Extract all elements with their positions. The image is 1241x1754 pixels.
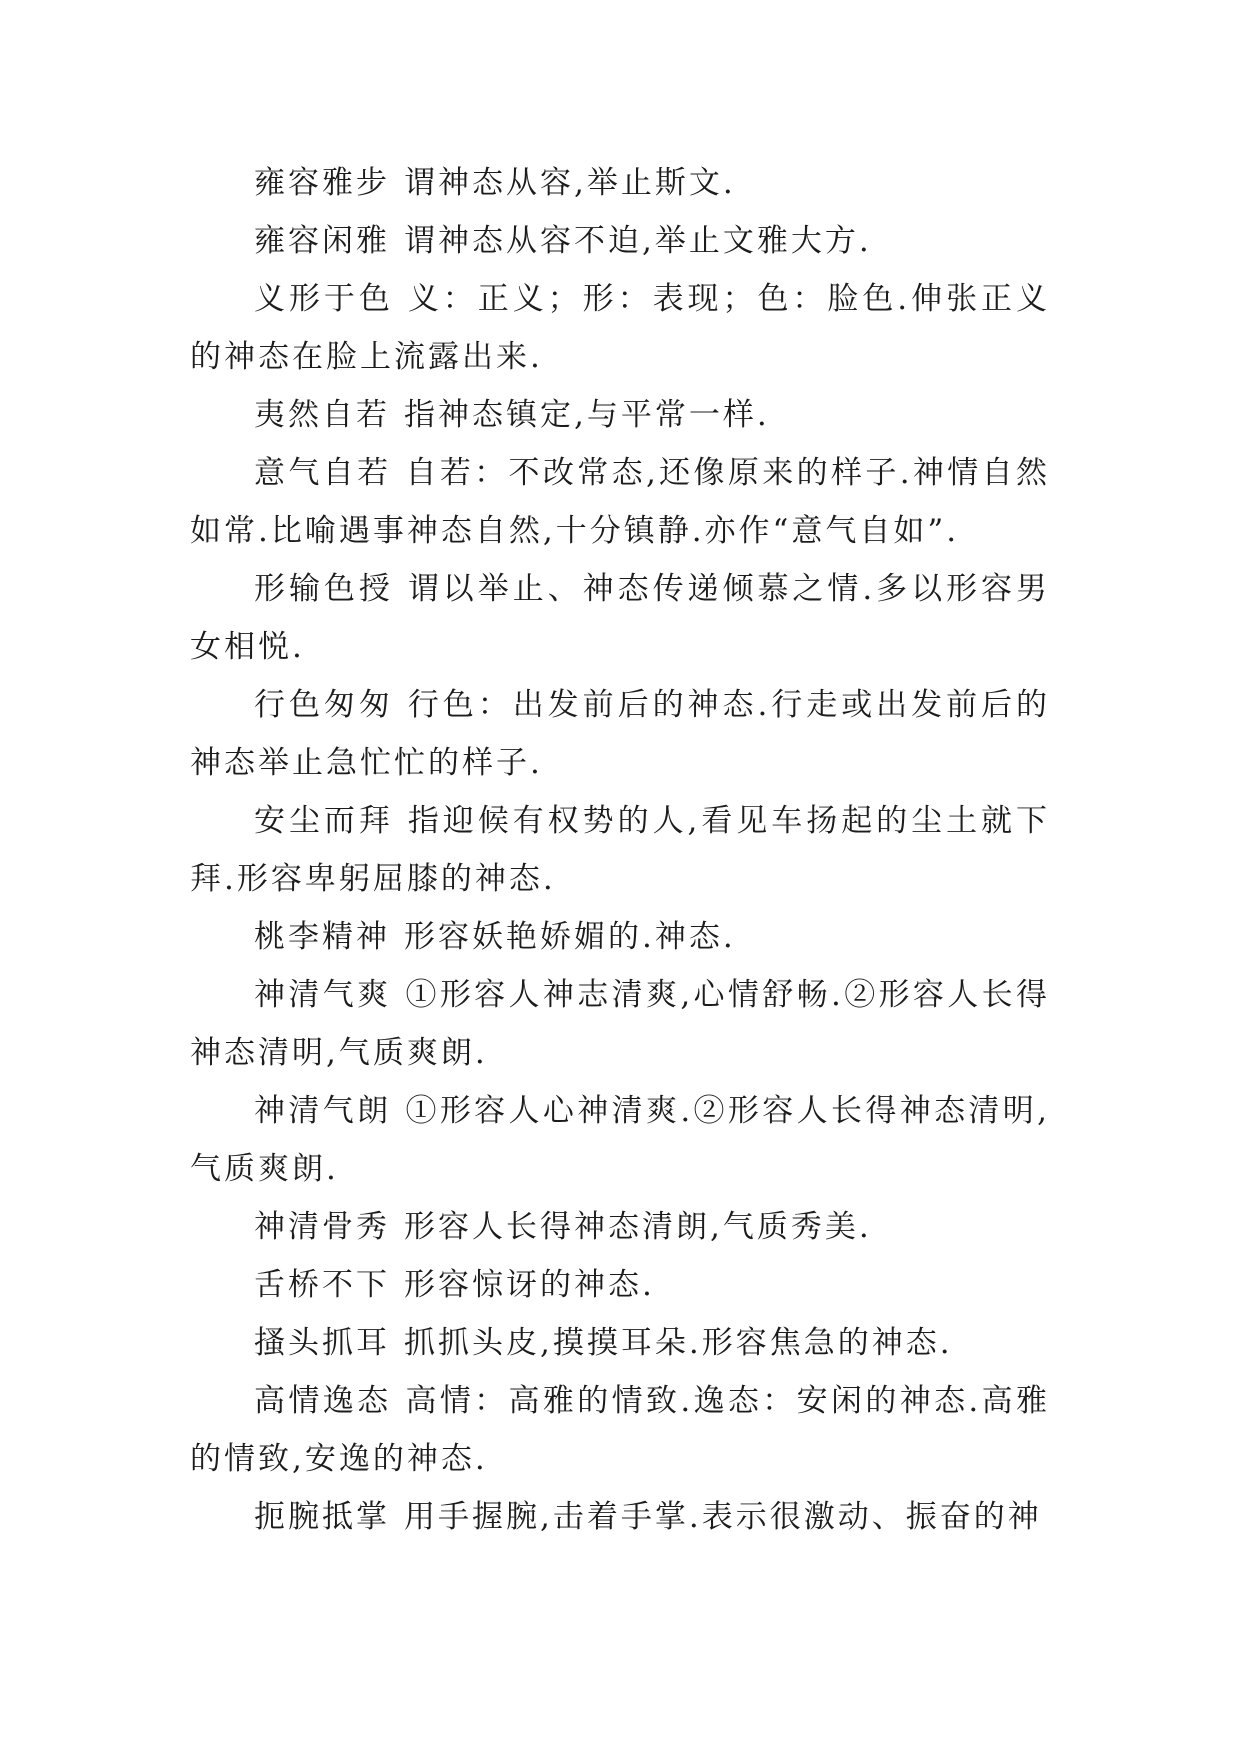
idiom-entry	[190, 154, 1050, 212]
idiom-definition: 抓抓头皮,摸摸耳朵.形容焦急的神态.	[404, 1325, 953, 1361]
idiom-definition: 指迎候有权势的人,看见车扬起的尘土就下拜.形容卑躬屈膝的神态.	[190, 803, 1050, 897]
idiom-definition: 用手握腕,击着手掌.表示很激动、振奋的神	[404, 1499, 1042, 1535]
idiom-definition: ①形容人心神清爽.②形容人长得神态清明,气质爽朗.	[190, 1093, 1051, 1187]
idiom-definition: ①形容人神志清爽,心情舒畅.②形容人长得神态清明,气质爽朗.	[190, 977, 1051, 1071]
idiom-definition: 谓神态从容不迫,举止文雅大方.	[404, 223, 872, 259]
idiom-term: 扼腕抵掌	[254, 1499, 390, 1535]
idiom-term: 雍容雅步	[254, 165, 390, 201]
idiom-definition: 形容人长得神态清朗,气质秀美.	[404, 1209, 872, 1245]
idiom-entry	[190, 1372, 1050, 1488]
idiom-term: 夷然自若	[254, 397, 390, 433]
idiom-entry	[190, 792, 1050, 908]
idiom-term: 形输色授	[254, 571, 394, 607]
idiom-entry	[190, 676, 1050, 792]
idiom-term: 神清气爽	[254, 977, 392, 1013]
idiom-term: 安尘而拜	[254, 803, 394, 839]
idiom-definition: 义：正义；形：表现；色：脸色.伸张正义的神态在脸上流露出来.	[190, 281, 1050, 375]
idiom-entry	[190, 1256, 1050, 1314]
idiom-definition: 自若：不改常态,还像原来的样子.神情自然如常.比喻遇事神态自然,十分镇静.亦作“意气自如”.	[190, 455, 1051, 549]
idiom-definition: 行色：出发前后的神态.行走或出发前后的神态举止急忙忙的样子.	[190, 687, 1050, 781]
idiom-entry	[190, 1082, 1050, 1198]
idiom-definition: 谓神态从容,举止斯文.	[404, 165, 736, 201]
idiom-entry	[190, 212, 1050, 270]
idiom-term: 神清气朗	[254, 1093, 392, 1129]
idiom-definition: 指神态镇定,与平常一样.	[404, 397, 770, 433]
document-page	[190, 154, 1050, 1546]
idiom-entry	[190, 908, 1050, 966]
idiom-entry	[190, 386, 1050, 444]
idiom-entry	[190, 1198, 1050, 1256]
idiom-entry	[190, 1488, 1050, 1546]
idiom-term: 桃李精神	[254, 919, 390, 955]
idiom-definition: 谓以举止、神态传递倾慕之情.多以形容男女相悦.	[190, 571, 1050, 665]
idiom-term: 义形于色	[254, 281, 394, 317]
idiom-term: 雍容闲雅	[254, 223, 390, 259]
idiom-term: 高情逸态	[254, 1383, 392, 1419]
idiom-definition: 高情：高雅的情致.逸态：安闲的神态.高雅的情致,安逸的神态.	[190, 1383, 1051, 1477]
idiom-term: 舌桥不下	[254, 1267, 390, 1303]
idiom-definition: 形容妖艳娇媚的.神态.	[404, 919, 736, 955]
idiom-term: 行色匆匆	[254, 687, 394, 723]
idiom-entry	[190, 560, 1050, 676]
idiom-term: 神清骨秀	[254, 1209, 390, 1245]
idiom-definition: 形容惊讶的神态.	[404, 1267, 655, 1303]
idiom-entry	[190, 270, 1050, 386]
idiom-entry	[190, 966, 1050, 1082]
idiom-entry	[190, 1314, 1050, 1372]
idiom-term: 搔头抓耳	[254, 1325, 390, 1361]
idiom-term: 意气自若	[254, 455, 392, 491]
idiom-entry	[190, 444, 1050, 560]
